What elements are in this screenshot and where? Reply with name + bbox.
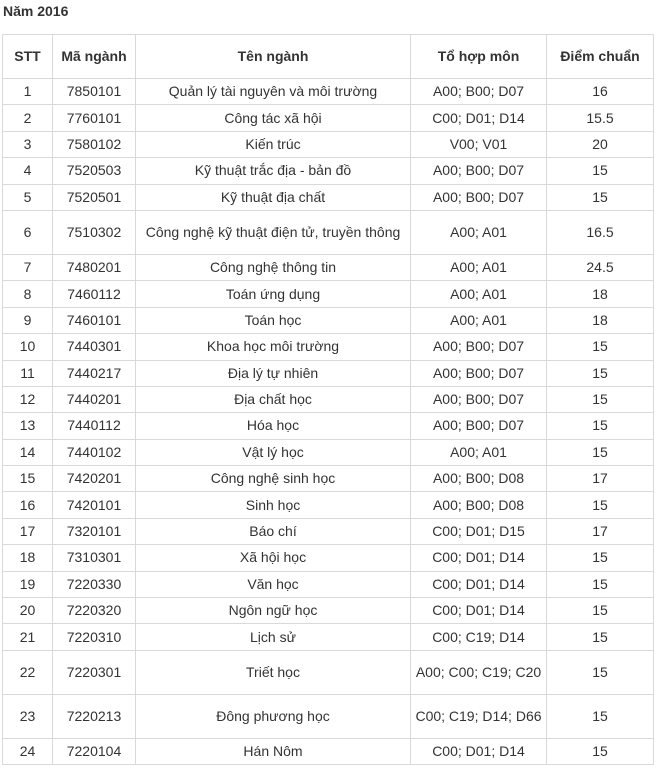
table-row [3,492,654,518]
cell-stt: 16 [3,492,53,518]
table-row [3,518,654,544]
cell-subject-combination: C00; D01; D14 [411,598,547,624]
cell-cutoff-score: 17 [547,518,654,544]
page-title: Năm 2016 [3,3,69,19]
cell-major-code: 7320101 [53,518,136,544]
cell-stt: 9 [3,307,53,333]
cell-cutoff-score: 15.5 [547,105,654,131]
cell-cutoff-score: 17 [547,466,654,492]
cell-major-name: Công nghệ sinh học [136,466,411,492]
cell-major-name: Địa lý tự nhiên [136,360,411,386]
cell-major-code: 7580102 [53,131,136,157]
cell-cutoff-score: 15 [547,492,654,518]
cell-subject-combination: C00; C19; D14 [411,624,547,650]
cell-major-code: 7420101 [53,492,136,518]
table-row [3,105,654,131]
cell-major-name: Văn học [136,571,411,597]
cell-cutoff-score: 15 [547,738,654,764]
cell-stt: 5 [3,184,53,210]
cell-cutoff-score: 15 [547,158,654,184]
cell-major-name: Đông phương học [136,694,411,738]
cell-major-code: 7220213 [53,694,136,738]
cell-subject-combination: A00; B00; D07 [411,79,547,105]
table-header [3,35,654,79]
cell-major-code: 7510302 [53,210,136,254]
cell-major-name: Công tác xã hội [136,105,411,131]
table-row [3,439,654,465]
cell-major-code: 7460112 [53,281,136,307]
table-row [3,184,654,210]
cell-stt: 6 [3,210,53,254]
cell-major-code: 7220104 [53,738,136,764]
cell-major-name: Hóa học [136,413,411,439]
cell-stt: 21 [3,624,53,650]
table-row [3,131,654,157]
cell-cutoff-score: 15 [547,650,654,694]
cell-major-name: Vật lý học [136,439,411,465]
cell-major-name: Toán ứng dụng [136,281,411,307]
cell-major-name: Công nghệ kỹ thuật điện tử, truyền thông [136,210,411,254]
cell-stt: 13 [3,413,53,439]
cell-cutoff-score: 20 [547,131,654,157]
cell-stt: 18 [3,545,53,571]
cell-stt: 2 [3,105,53,131]
cell-cutoff-score: 15 [547,571,654,597]
table-row [3,571,654,597]
header-stt: STT [3,35,53,79]
cell-major-code: 7440102 [53,439,136,465]
table-row [3,386,654,412]
header-major-code: Mã ngành [53,35,136,79]
cell-major-code: 7520501 [53,184,136,210]
cell-cutoff-score: 18 [547,281,654,307]
cell-subject-combination: A00; A01 [411,254,547,280]
cell-cutoff-score: 15 [547,694,654,738]
cell-major-name: Địa chất học [136,386,411,412]
cell-major-name: Ngôn ngữ học [136,598,411,624]
cell-major-name: Toán học [136,307,411,333]
cell-subject-combination: A00; B00; D08 [411,492,547,518]
table-row [3,598,654,624]
cell-major-code: 7520503 [53,158,136,184]
header-major-name: Tên ngành [136,35,411,79]
table-row [3,624,654,650]
cell-cutoff-score: 15 [547,624,654,650]
cell-major-code: 7440217 [53,360,136,386]
header-cutoff-score: Điểm chuẩn [547,35,654,79]
table-row [3,334,654,360]
cell-stt: 7 [3,254,53,280]
table-row [3,281,654,307]
table-row [3,545,654,571]
cell-major-name: Kỹ thuật trắc địa - bản đồ [136,158,411,184]
cell-major-code: 7220301 [53,650,136,694]
cell-subject-combination: A00; A01 [411,281,547,307]
cell-stt: 3 [3,131,53,157]
cell-major-name: Lịch sử [136,624,411,650]
table-row [3,694,654,738]
cell-stt: 15 [3,466,53,492]
cell-subject-combination: A00; A01 [411,439,547,465]
cell-cutoff-score: 18 [547,307,654,333]
cell-subject-combination: C00; D01; D14 [411,571,547,597]
cell-cutoff-score: 16.5 [547,210,654,254]
cell-major-code: 7460101 [53,307,136,333]
cell-major-code: 7440112 [53,413,136,439]
cell-subject-combination: A00; B00; D07 [411,334,547,360]
cell-subject-combination: A00; B00; D07 [411,158,547,184]
cell-major-code: 7440201 [53,386,136,412]
cell-major-code: 7310301 [53,545,136,571]
cell-subject-combination: C00; D01; D14 [411,545,547,571]
table-row [3,79,654,105]
table-row [3,650,654,694]
cell-major-code: 7420201 [53,466,136,492]
cell-major-name: Kỹ thuật địa chất [136,184,411,210]
header-subject-combination: Tổ hợp môn [411,35,547,79]
cell-cutoff-score: 15 [547,360,654,386]
cell-subject-combination: A00; A01 [411,307,547,333]
cell-major-code: 7480201 [53,254,136,280]
cell-cutoff-score: 15 [547,413,654,439]
table-body [3,79,654,765]
cell-major-name: Xã hội học [136,545,411,571]
table-row [3,413,654,439]
cell-stt: 11 [3,360,53,386]
cell-major-code: 7440301 [53,334,136,360]
table-row [3,466,654,492]
cell-subject-combination: A00; A01 [411,210,547,254]
table-row [3,254,654,280]
cell-subject-combination: C00; D01; D15 [411,518,547,544]
cell-subject-combination: C00; D01; D14 [411,105,547,131]
cell-stt: 22 [3,650,53,694]
cell-cutoff-score: 15 [547,386,654,412]
cell-cutoff-score: 16 [547,79,654,105]
cell-stt: 1 [3,79,53,105]
cell-stt: 23 [3,694,53,738]
cell-major-name: Sinh học [136,492,411,518]
cell-major-code: 7850101 [53,79,136,105]
table-row [3,360,654,386]
cell-major-code: 7760101 [53,105,136,131]
cell-subject-combination: C00; C19; D14; D66 [411,694,547,738]
cell-major-name: Khoa học môi trường [136,334,411,360]
cell-stt: 8 [3,281,53,307]
cell-cutoff-score: 24.5 [547,254,654,280]
cell-stt: 12 [3,386,53,412]
cell-major-name: Báo chí [136,518,411,544]
cell-subject-combination: C00; D01; D14 [411,738,547,764]
cell-stt: 14 [3,439,53,465]
table-row [3,210,654,254]
cell-cutoff-score: 15 [547,598,654,624]
cell-stt: 20 [3,598,53,624]
cell-cutoff-score: 15 [547,334,654,360]
cell-major-name: Triết học [136,650,411,694]
cell-stt: 17 [3,518,53,544]
cell-cutoff-score: 15 [547,184,654,210]
cell-subject-combination: A00; C00; C19; C20 [411,650,547,694]
cell-cutoff-score: 15 [547,545,654,571]
cell-major-code: 7220310 [53,624,136,650]
table-row [3,307,654,333]
cell-major-name: Kiến trúc [136,131,411,157]
cell-stt: 24 [3,738,53,764]
cell-major-code: 7220330 [53,571,136,597]
cell-stt: 10 [3,334,53,360]
cell-subject-combination: A00; B00; D08 [411,466,547,492]
admission-scores-table [2,34,654,765]
cell-cutoff-score: 15 [547,439,654,465]
cell-major-code: 7220320 [53,598,136,624]
cell-stt: 19 [3,571,53,597]
cell-major-name: Quản lý tài nguyên và môi trường [136,79,411,105]
table-row [3,738,654,764]
cell-subject-combination: A00; B00; D07 [411,386,547,412]
cell-subject-combination: A00; B00; D07 [411,184,547,210]
table-row [3,158,654,184]
cell-subject-combination: A00; B00; D07 [411,360,547,386]
cell-subject-combination: V00; V01 [411,131,547,157]
cell-stt: 4 [3,158,53,184]
cell-subject-combination: A00; B00; D07 [411,413,547,439]
cell-major-name: Công nghệ thông tin [136,254,411,280]
cell-major-name: Hán Nôm [136,738,411,764]
header-row [3,35,654,79]
